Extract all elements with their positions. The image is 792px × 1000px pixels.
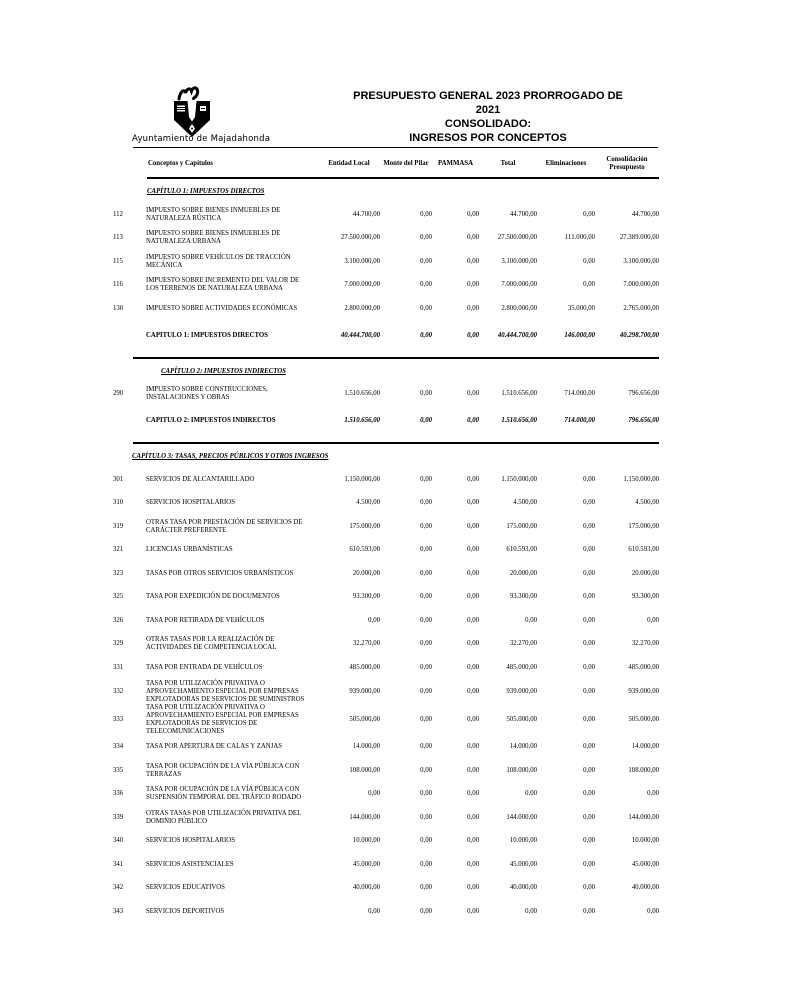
column-header-pammasa: PAMMASA xyxy=(438,160,473,167)
row-concept: SERVICIOS ASISTENCIALES xyxy=(146,860,234,868)
row-value: 111.000,00 xyxy=(564,234,595,242)
row-value: 1.510.656,00 xyxy=(501,390,537,398)
total-value: 40.444.700,00 xyxy=(340,331,380,339)
row-code: 113 xyxy=(113,234,123,242)
total-value: 0,00 xyxy=(420,331,432,339)
row-value: 0,00 xyxy=(647,616,659,624)
table-row xyxy=(103,853,659,877)
table-header-row xyxy=(103,151,659,177)
row-value: 10.000,00 xyxy=(509,837,537,845)
total-value: 1.510.656,00 xyxy=(344,417,380,424)
document-title xyxy=(340,89,636,145)
row-value: 44.700,00 xyxy=(352,210,380,218)
row-code: 341 xyxy=(113,860,124,868)
row-value: 0,00 xyxy=(525,616,537,624)
row-concept: SERVICIOS HOSPITALARIOS xyxy=(146,499,235,507)
row-value: 0,00 xyxy=(420,766,432,774)
row-value: 7.000.000,00 xyxy=(344,281,380,289)
row-value: 0,00 xyxy=(583,546,595,554)
total-value: 0,00 xyxy=(467,417,479,424)
row-concept: IMPUESTO SOBRE BIENES INMUEBLES DE NATURALEZA RÚSTICA xyxy=(146,206,281,222)
row-value: 0,00 xyxy=(420,569,432,577)
row-value: 485.000,00 xyxy=(349,663,380,671)
table-row xyxy=(103,586,659,610)
row-concept: TASA POR OCUPACIÓN DE LA VÍA PÚBLICA CON TERRAZAS xyxy=(146,762,300,778)
row-concept: OTRAS TASAS POR UTILIZACIÓN PRIVATIVA DEL DOMINIO PÚBLICO xyxy=(146,809,301,825)
row-value: 40.000,00 xyxy=(352,884,380,892)
row-value: 0,00 xyxy=(368,616,380,624)
row-value: 0,00 xyxy=(420,390,432,398)
row-value: 0,00 xyxy=(420,257,432,265)
row-value: 7.000.000,00 xyxy=(623,281,659,289)
row-value: 32.270,00 xyxy=(631,640,659,648)
row-value: 0,00 xyxy=(647,790,659,798)
row-value: 0,00 xyxy=(467,790,479,798)
table-row xyxy=(103,383,659,407)
table-row xyxy=(103,468,659,492)
row-value: 0,00 xyxy=(583,766,595,774)
row-value: 44.700,00 xyxy=(509,210,537,218)
table-row xyxy=(103,830,659,854)
row-value: 1.150.000,00 xyxy=(344,475,380,483)
table-row xyxy=(103,250,659,274)
row-value: 108.000,00 xyxy=(349,766,380,774)
row-concept: TASA POR APERTURA DE CALAS Y ZANJAS xyxy=(146,743,283,751)
row-code: 334 xyxy=(113,743,124,751)
row-value: 0,00 xyxy=(583,593,595,601)
table-row xyxy=(103,656,659,680)
row-value: 0,00 xyxy=(467,475,479,483)
row-value: 0,00 xyxy=(467,593,479,601)
column-header-total: Total xyxy=(500,160,516,167)
row-code: 331 xyxy=(113,663,124,671)
row-value: 939.000,00 xyxy=(506,687,537,695)
row-value: 2.800.000,00 xyxy=(344,304,380,312)
row-concept: IMPUESTO SOBRE BIENES INMUEBLES DE NATURALEZA URBANA xyxy=(146,230,281,246)
chapter-total-row xyxy=(103,408,659,434)
row-value: 0,00 xyxy=(467,257,479,265)
row-value: 144.000,00 xyxy=(506,813,537,821)
title-line-3: INGRESOS POR CONCEPTOS xyxy=(409,132,567,144)
total-value: 40.444.700,00 xyxy=(497,331,537,339)
column-header-consolidacion: Consolidación Presupuesto xyxy=(606,156,648,171)
title-line-1: PRESUPUESTO GENERAL 2023 PRORROGADO DE 2021 xyxy=(353,90,623,116)
row-code: 290 xyxy=(113,390,124,398)
row-code: 323 xyxy=(113,569,124,577)
row-value: 0,00 xyxy=(420,860,432,868)
row-value: 505.000,00 xyxy=(506,715,537,723)
row-code: 325 xyxy=(113,593,124,601)
row-value: 0,00 xyxy=(420,743,432,751)
row-concept: TASA POR ENTRADA DE VEHÍCULOS xyxy=(146,663,263,671)
row-value: 714.000,00 xyxy=(564,390,595,398)
row-value: 4.500,00 xyxy=(513,499,537,507)
row-value: 20.000,00 xyxy=(352,569,380,577)
table-row xyxy=(103,515,659,539)
row-value: 0,00 xyxy=(583,475,595,483)
row-value: 0,00 xyxy=(420,687,432,695)
chapter-section xyxy=(103,368,659,445)
row-value: 0,00 xyxy=(420,663,432,671)
row-value: 0,00 xyxy=(583,790,595,798)
row-value: 4.500,00 xyxy=(356,499,380,507)
column-header-eliminaciones: Eliminaciones xyxy=(545,160,587,167)
section-divider xyxy=(133,357,659,359)
row-value: 610.593,00 xyxy=(506,546,537,554)
row-code: 112 xyxy=(113,210,123,218)
row-code: 116 xyxy=(113,281,123,289)
row-value: 0,00 xyxy=(467,687,479,695)
row-value: 0,00 xyxy=(583,616,595,624)
row-value: 175.000,00 xyxy=(506,522,537,530)
row-value: 32.270,00 xyxy=(352,640,380,648)
row-concept: IMPUESTO SOBRE CONSTRUCCIONES, INSTALACIONES Y OBRAS xyxy=(146,386,268,402)
row-value: 939.000,00 xyxy=(628,687,659,695)
chapter-heading: CAPÍTULO 2: IMPUESTOS INDIRECTOS xyxy=(161,367,286,375)
crest-icon xyxy=(166,84,218,140)
row-value: 0,00 xyxy=(467,499,479,507)
row-value: 0,00 xyxy=(467,304,479,312)
row-concept: SERVICIOS DE ALCANTARILLADO xyxy=(146,475,255,483)
chapter-heading: CAPÍTULO 1: IMPUESTOS DIRECTOS xyxy=(147,188,265,195)
row-code: 321 xyxy=(113,546,124,554)
row-value: 45.000,00 xyxy=(352,860,380,868)
row-value: 14.000,00 xyxy=(352,743,380,751)
row-value: 40.000,00 xyxy=(631,884,659,892)
table-row xyxy=(103,274,659,298)
row-code: 335 xyxy=(113,766,124,774)
row-value: 144.000,00 xyxy=(349,813,380,821)
total-value: 0,00 xyxy=(467,331,479,339)
header-divider xyxy=(133,147,658,148)
table-row xyxy=(103,900,659,924)
row-value: 0,00 xyxy=(525,907,537,915)
table-row xyxy=(103,783,659,807)
row-value: 3.100.000,00 xyxy=(501,257,537,265)
table-row xyxy=(103,297,659,321)
total-label: CAPITULO 2: IMPUESTOS INDIRECTOS xyxy=(146,417,276,424)
row-value: 0,00 xyxy=(583,499,595,507)
row-value: 0,00 xyxy=(583,743,595,751)
row-value: 0,00 xyxy=(583,569,595,577)
row-value: 0,00 xyxy=(420,281,432,289)
row-value: 1.150.000,00 xyxy=(501,475,537,483)
row-value: 4.500,00 xyxy=(635,499,659,507)
row-value: 40.000,00 xyxy=(509,884,537,892)
row-code: 115 xyxy=(113,257,123,265)
row-code: 301 xyxy=(113,475,124,483)
row-code: 310 xyxy=(113,499,124,507)
row-value: 0,00 xyxy=(467,907,479,915)
row-value: 14.000,00 xyxy=(631,743,659,751)
table-row xyxy=(103,704,659,736)
row-value: 0,00 xyxy=(420,546,432,554)
row-concept: TASA POR RETIRADA DE VEHÍCULOS xyxy=(146,616,265,624)
row-value: 3.100.000,00 xyxy=(344,257,380,265)
row-value: 0,00 xyxy=(420,640,432,648)
chapter-section xyxy=(103,453,659,924)
row-value: 0,00 xyxy=(583,210,595,218)
row-concept: TASAS POR OTROS SERVICIOS URBANÍSTICOS xyxy=(146,569,294,577)
chapter-section xyxy=(103,188,659,359)
row-value: 7.000.000,00 xyxy=(501,281,537,289)
row-value: 0,00 xyxy=(368,907,380,915)
table-row xyxy=(103,227,659,251)
row-code: 340 xyxy=(113,837,124,845)
table-row xyxy=(103,609,659,633)
row-value: 175.000,00 xyxy=(349,522,380,530)
row-value: 0,00 xyxy=(420,907,432,915)
row-value: 610.593,00 xyxy=(628,546,659,554)
row-concept: IMPUESTO SOBRE VEHÍCULOS DE TRACCIÓN MECÁNICA xyxy=(146,253,291,269)
table-row xyxy=(103,633,659,657)
total-value: 40.298.700,00 xyxy=(619,331,659,339)
row-concept: TASA POR EXPEDICIÓN DE DOCUMENTOS xyxy=(146,593,280,601)
row-value: 0,00 xyxy=(583,837,595,845)
row-concept: TASA POR OCUPACIÓN DE LA VÍA PÚBLICA CON SUSPENSIÓN TEMPORAL DEL TRÁFICO RODADO xyxy=(146,786,302,802)
row-value: 175.000,00 xyxy=(628,522,659,530)
row-code: 343 xyxy=(113,907,124,915)
total-value: 796.656,00 xyxy=(628,417,659,424)
row-value: 35.000,00 xyxy=(567,304,595,312)
row-concept: TASA POR UTILIZACIÓN PRIVATIVA O APROVECHAMIENTO ESPECIAL POR EMPRESAS EXPLOTADORAS DE SERVICIOS DE SUMINISTROS xyxy=(146,679,305,703)
chapter-heading: CAPÍTULO 3: TASAS, PRECIOS PÚBLICOS Y OTROS INGRESOS xyxy=(132,453,329,460)
row-value: 27.389.000,00 xyxy=(619,234,659,242)
row-value: 20.000,00 xyxy=(509,569,537,577)
row-value: 0,00 xyxy=(467,743,479,751)
row-value: 0,00 xyxy=(467,546,479,554)
row-value: 20.000,00 xyxy=(631,569,659,577)
row-value: 0,00 xyxy=(420,813,432,821)
row-value: 0,00 xyxy=(583,522,595,530)
row-value: 10.000,00 xyxy=(352,837,380,845)
row-value: 0,00 xyxy=(420,304,432,312)
row-value: 0,00 xyxy=(420,210,432,218)
row-value: 10.000,00 xyxy=(631,837,659,845)
table-row xyxy=(103,759,659,783)
row-value: 45.000,00 xyxy=(509,860,537,868)
row-value: 0,00 xyxy=(420,499,432,507)
column-header-conceptos: Conceptos y Capítulos xyxy=(148,160,213,167)
row-value: 0,00 xyxy=(467,663,479,671)
row-value: 0,00 xyxy=(420,837,432,845)
section-divider xyxy=(133,442,659,444)
row-value: 0,00 xyxy=(583,884,595,892)
column-header-monte-del-pilar: Monte del Pilar xyxy=(383,160,429,167)
row-value: 0,00 xyxy=(467,813,479,821)
table-body xyxy=(103,188,659,924)
row-value: 0,00 xyxy=(368,790,380,798)
row-value: 0,00 xyxy=(420,616,432,624)
row-value: 0,00 xyxy=(467,616,479,624)
total-value: 1.510.656,00 xyxy=(501,417,537,424)
table-row xyxy=(103,806,659,830)
row-value: 0,00 xyxy=(583,813,595,821)
row-value: 0,00 xyxy=(583,907,595,915)
row-value: 27.500.000,00 xyxy=(497,234,537,242)
row-value: 0,00 xyxy=(420,234,432,242)
row-value: 1.510.656,00 xyxy=(344,390,380,398)
row-value: 0,00 xyxy=(467,766,479,774)
row-code: 336 xyxy=(113,790,124,798)
row-value: 796.656,00 xyxy=(628,390,659,398)
table-row xyxy=(103,680,659,704)
row-value: 144.000,00 xyxy=(628,813,659,821)
row-value: 0,00 xyxy=(467,281,479,289)
row-value: 0,00 xyxy=(525,790,537,798)
chapter-total-row xyxy=(103,323,659,349)
row-concept: OTRAS TASA POR PRESTACIÓN DE SERVICIOS DE CARÁCTER PREFERENTE xyxy=(146,518,303,534)
row-code: 333 xyxy=(113,715,124,723)
table-row xyxy=(103,203,659,227)
row-value: 0,00 xyxy=(420,593,432,601)
table-row xyxy=(103,877,659,901)
row-value: 0,00 xyxy=(583,640,595,648)
row-value: 939.000,00 xyxy=(349,687,380,695)
row-value: 45.000,00 xyxy=(631,860,659,868)
row-concept: IMPUESTO SOBRE ACTIVIDADES ECONÓMICAS xyxy=(146,304,298,312)
row-value: 2.800.000,00 xyxy=(501,304,537,312)
row-concept: SERVICIOS DEPORTIVOS xyxy=(146,907,225,915)
row-value: 0,00 xyxy=(467,837,479,845)
row-value: 485.000,00 xyxy=(506,663,537,671)
row-value: 0,00 xyxy=(420,790,432,798)
row-value: 0,00 xyxy=(467,569,479,577)
table-row xyxy=(103,736,659,760)
row-value: 14.000,00 xyxy=(509,743,537,751)
table-row xyxy=(103,492,659,516)
row-code: 319 xyxy=(113,522,124,530)
row-value: 0,00 xyxy=(583,257,595,265)
row-value: 108.000,00 xyxy=(506,766,537,774)
row-value: 27.500.000,00 xyxy=(340,234,380,242)
row-value: 0,00 xyxy=(583,687,595,695)
row-value: 0,00 xyxy=(583,281,595,289)
row-value: 1.150.000,00 xyxy=(623,475,659,483)
majadahonda-crest-logo xyxy=(166,84,218,140)
row-value: 485.000,00 xyxy=(628,663,659,671)
row-value: 0,00 xyxy=(467,522,479,530)
row-code: 329 xyxy=(113,640,124,648)
row-value: 0,00 xyxy=(467,715,479,723)
total-value: 0,00 xyxy=(420,417,432,424)
row-value: 505.000,00 xyxy=(349,715,380,723)
row-value: 108.000,00 xyxy=(628,766,659,774)
total-label: CAPITULO 1: IMPUESTOS DIRECTOS xyxy=(146,331,268,339)
column-header-entidad-local: Entidad Local xyxy=(328,160,370,167)
row-value: 0,00 xyxy=(583,663,595,671)
row-value: 3.100.000,00 xyxy=(623,257,659,265)
row-code: 332 xyxy=(113,687,124,695)
row-value: 0,00 xyxy=(467,640,479,648)
row-code: 342 xyxy=(113,884,124,892)
row-concept: TASA POR UTILIZACIÓN PRIVATIVA O APROVECHAMIENTO ESPECIAL POR EMPRESAS EXPLOTADORAS DE SERVICIOS DE TELECOMUNICACIONES xyxy=(146,703,299,735)
row-value: 505.000,00 xyxy=(628,715,659,723)
row-code: 130 xyxy=(113,304,124,312)
row-value: 0,00 xyxy=(467,860,479,868)
row-concept: OTRAS TASAS POR LA REALIZACIÓN DE ACTIVIDADES DE COMPETENCIA LOCAL xyxy=(146,636,277,652)
row-value: 93.300,00 xyxy=(631,593,659,601)
budget-table xyxy=(103,151,659,924)
row-code: 326 xyxy=(113,616,124,624)
row-value: 610.593,00 xyxy=(349,546,380,554)
row-value: 0,00 xyxy=(647,907,659,915)
row-value: 44.700,00 xyxy=(631,210,659,218)
row-value: 0,00 xyxy=(467,884,479,892)
row-concept: SERVICIOS HOSPITALARIOS xyxy=(146,837,235,845)
row-value: 2.765.000,00 xyxy=(623,304,659,312)
total-value: 146.000,00 xyxy=(564,331,595,339)
row-value: 0,00 xyxy=(420,522,432,530)
row-value: 0,00 xyxy=(420,715,432,723)
row-value: 0,00 xyxy=(583,715,595,723)
row-value: 0,00 xyxy=(420,475,432,483)
row-value: 32.270,00 xyxy=(509,640,537,648)
title-line-2: CONSOLIDADO: xyxy=(444,118,532,130)
row-value: 0,00 xyxy=(467,210,479,218)
row-concept: SERVICIOS EDUCATIVOS xyxy=(146,884,225,892)
row-concept: IMPUESTO SOBRE INCREMENTO DEL VALOR DE LOS TERRENOS DE NATURALEZA URBANA xyxy=(146,277,300,293)
row-value: 0,00 xyxy=(467,234,479,242)
row-value: 93.300,00 xyxy=(352,593,380,601)
table-row xyxy=(103,539,659,563)
row-code: 339 xyxy=(113,813,124,821)
table-header-rule xyxy=(147,177,659,179)
row-value: 93.300,00 xyxy=(509,593,537,601)
row-value: 0,00 xyxy=(420,884,432,892)
row-concept: LICENCIAS URBANÍSTICAS xyxy=(146,546,233,554)
municipality-name: Ayuntamiento de Majadahonda xyxy=(132,134,271,144)
table-row xyxy=(103,562,659,586)
row-value: 0,00 xyxy=(583,860,595,868)
row-value: 0,00 xyxy=(467,390,479,398)
total-value: 714.000,00 xyxy=(564,417,595,424)
